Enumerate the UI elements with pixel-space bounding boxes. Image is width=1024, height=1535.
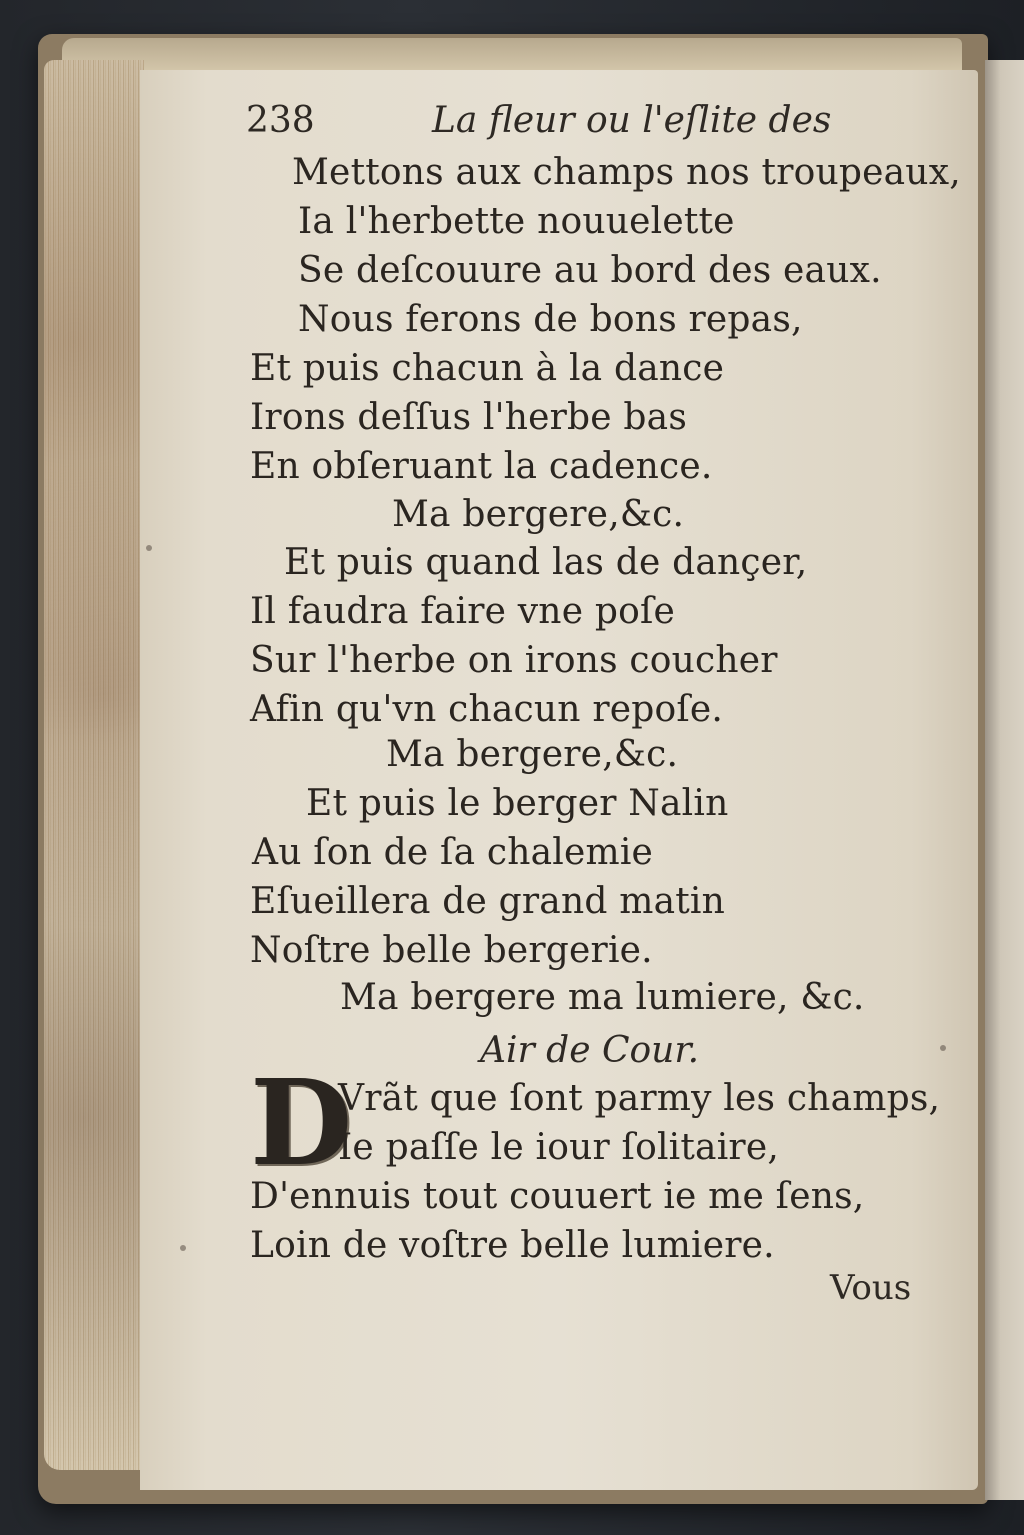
verse-line: Eſueillera de grand matin — [250, 881, 726, 922]
page-number: 238 — [246, 100, 315, 141]
paper-blemish — [180, 1245, 186, 1251]
song-title: Air de Cour. — [480, 1030, 700, 1071]
refrain-3: Ma bergere ma lumiere, &c. — [340, 977, 865, 1018]
verse-line: Sur l'herbe on irons coucher — [250, 640, 778, 681]
drop-cap: D — [250, 1053, 353, 1192]
stanza-1 — [292, 148, 961, 295]
verse-line: D'ennuis tout couuert ie me ſens, — [250, 1176, 865, 1217]
paper-blemish — [146, 545, 152, 551]
verse-line: Mettons aux champs nos troupeaux, — [292, 152, 961, 193]
verse-line: Noſtre belle bergerie. — [250, 930, 653, 971]
verse-line: Afin qu'vn chacun repoſe. — [250, 689, 724, 730]
verse-line: Il faudra faire vne poſe — [250, 591, 675, 632]
verse-line: Nous ferons de bons repas, — [298, 299, 803, 340]
stanza-4 — [250, 779, 729, 975]
verse-line: Vrãt que ſont parmy les champs, — [338, 1078, 941, 1119]
verse-line: Et puis quand las de dançer, — [284, 542, 808, 583]
verse-line: En obſeruant la cadence. — [250, 446, 713, 487]
paper-blemish — [940, 1045, 946, 1051]
catchword: Vous — [830, 1268, 912, 1308]
verse-line: Ia l'herbette nouuelette — [298, 201, 735, 242]
verse-line: Au ſon de ſa chalemie — [252, 832, 654, 873]
stanza-5 — [250, 1074, 941, 1270]
facing-page-edge — [985, 60, 1024, 1500]
verse-line: Et puis chacun à la dance — [250, 348, 725, 389]
verse-line: Se deſcouure au bord des eaux. — [298, 250, 882, 291]
verse-line: Loin de voſtre belle lumiere. — [250, 1225, 775, 1266]
verse-line: Ie paſſe le iour ſolitaire, — [338, 1127, 779, 1168]
running-head: La fleur ou l'eſlite des — [432, 100, 832, 141]
page-edges — [44, 60, 144, 1470]
stanza-3 — [250, 538, 808, 734]
refrain-2: Ma bergere,&c. — [386, 734, 679, 775]
verse-line: Irons deſſus l'herbe bas — [250, 397, 687, 438]
verse-line: Et puis le berger Nalin — [306, 783, 729, 824]
stanza-2 — [250, 295, 803, 491]
refrain-1: Ma bergere,&c. — [392, 494, 685, 535]
